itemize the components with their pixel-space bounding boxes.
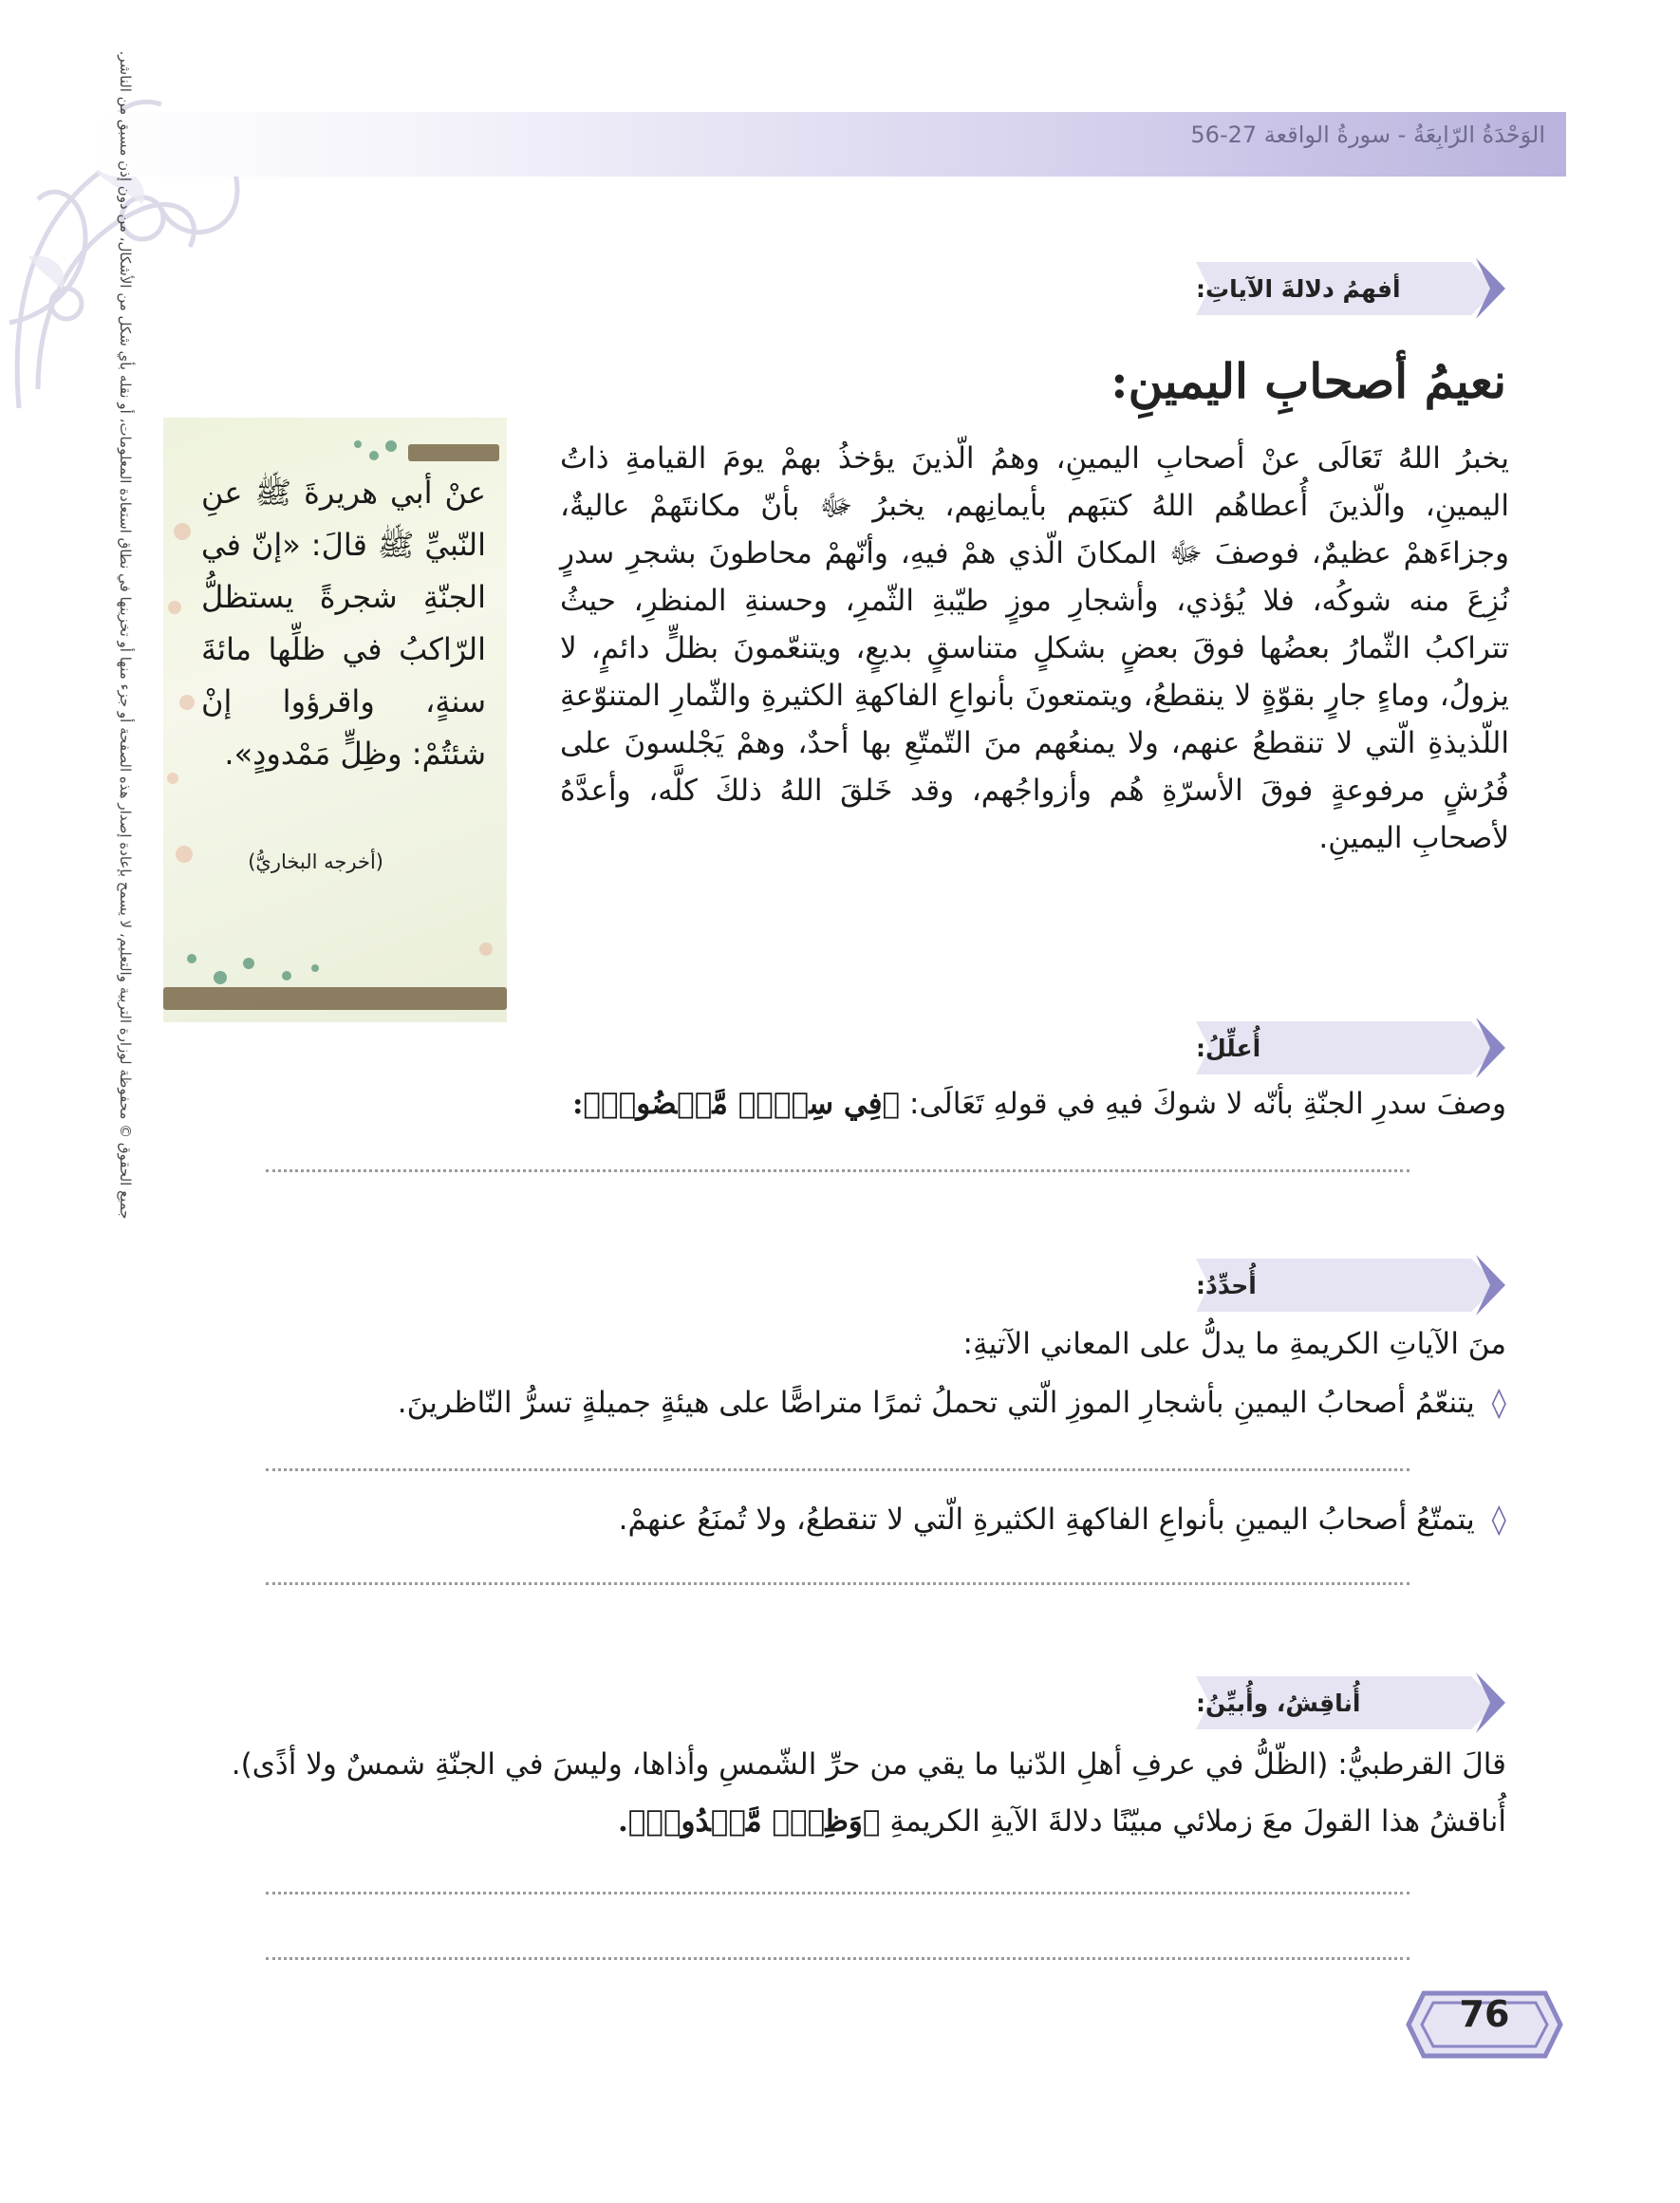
page-number: 76 (1459, 1993, 1510, 2035)
identify-item-text: يتنعّمُ أصحابُ اليمينِ بأشجارِ الموزِ الّتي تحملُ ثمرًا متراصًّا على هيئةٍ جميلةٍ تسرُّ النّاظرينَ. (397, 1386, 1475, 1420)
diamond-bullet-icon: ◊ (1491, 1503, 1506, 1537)
answer-line[interactable] (266, 1468, 1409, 1471)
unit-title: الوَحْدَةُ الرّابِعَةُ - سورةُ الواقعة 27-56 (1190, 121, 1545, 148)
copyright-notice: جميع الحقوق © محفوظة لوزارة التربية والتعليم، لا يسمح بإعادة إصدار هذه الصفحة أو جزء منها أو تخزينها في نطاق استعادة المعلومات، أو نقله بأي شكل من الأشكال، من دون إذن مسبق من الناشر. (117, 50, 134, 1220)
identify-item-text: يتمتّعُ أصحابُ اليمينِ بأنواعِ الفاكهةِ الكثيرةِ الّتي لا تنقطعُ، ولا تُمنَعُ عنهمْ. (618, 1503, 1475, 1537)
section-tab-discuss (1196, 1669, 1509, 1737)
diamond-bullet-icon: ◊ (1491, 1386, 1506, 1420)
answer-line[interactable] (266, 1169, 1409, 1172)
justify-question (572, 1082, 1506, 1126)
quran-verse: ﴿وَظِلّٖ مَّمۡدُودٖ﴾. (617, 1804, 881, 1839)
quran-verse: ﴿فِي سِدۡرٖ مَّخۡضُودٖ﴾: (571, 1087, 901, 1121)
answer-line[interactable] (266, 1582, 1409, 1585)
section-label: أُناقِشُ، وأُبيِّنُ: (1196, 1689, 1361, 1717)
page-title: نعيمُ أصحابِ اليمينِ: (1111, 353, 1506, 409)
discuss-task (618, 1800, 1506, 1843)
hadith-text: عنْ أبي هريرةَ ﷺ عنِ النّبيِّ ﷺ قالَ: «إنّ في الجنّةِ شجرةً يستظلُّ الرّاكبُ في ظلِّها مائةَ سنةٍ، واقرؤوا إنْ شئتُمْ: وظِلٍّ مَمْدودٍ». (201, 475, 486, 772)
section-tab-justify (1196, 1014, 1509, 1082)
identify-intro: منَ الآياتِ الكريمةِ ما يدلُّ على المعاني الآتيةِ: (962, 1327, 1506, 1361)
section-label: أُعلِّلُ: (1196, 1034, 1261, 1062)
justify-question-text: وصفَ سدرِ الجنّةِ بأنّه لا شوكَ فيهِ في قولهِ تَعَالَى: (909, 1087, 1506, 1121)
section-tab-identify (1196, 1251, 1509, 1319)
discuss-quote: قالَ القرطبيُّ: (الظّلُّ في عرفِ أهلِ الدّنيا ما يقي من حرِّ الشّمسِ وأذاها، وليسَ في الجنّةِ شمسٌ ولا أذًى). (231, 1747, 1506, 1782)
main-paragraph: يخبرُ اللهُ تَعَالَى عنْ أصحابِ اليمينِ، وهمُ الّذينَ يؤخذُ بهمْ يومَ القيامةِ ذاتُ اليمينِ، والّذينَ أُعطاهُم اللهُ كتبَهم بأيمانِهم، يخبرُ ﷻ بأنّ مكانتَهمْ عاليةٌ، وجزاءَهمْ عظيمٌ، فوصفَ ﷻ المكانَ الّذي همْ فيهِ، وأنّهمْ محاطونَ بشجرِ سدرٍ نُزِعَ منه شوكُه، فلا يُؤذي، وأشجارِ موزٍ طيّبةِ الثّمرِ، وحسنةِ المنظرِ، حيثُ تتراكبُ الثّمارُ بعضُها فوقَ بعضٍ بشكلٍ متناسقٍ بديعٍ، ويتنعّمونَ بظلٍّ دائمٍ، لا يزولُ، وماءٍ جارٍ بقوّةٍ لا ينقطعُ، ويتمتعونَ بأنواعِ الفاكهةِ الكثيرةِ والثّمارِ المتنوّعةِ اللّذيذةِ الّتي لا تنقطعُ عنهم، ولا يمنعُهم منَ التّمتّعِ بها أحدٌ، وهمْ يَجْلسونَ على فُرُشٍ مرفوعةٍ فوقَ الأسرّةِ هُم وأزواجُهم، وقد خَلقَ اللهُ ذلكَ كلَّه، وأعدَّهُ لأصحابِ اليمينِ. (560, 441, 1509, 855)
section-tab-understand (1196, 254, 1509, 323)
identify-item (398, 1381, 1506, 1425)
hadith-box (163, 418, 507, 1022)
section-label: أُحدِّدُ: (1196, 1271, 1257, 1299)
hadith-source: (أخرجه البخاريُّ) (248, 850, 383, 873)
section-label: أفهمُ دلالةَ الآياتِ: (1196, 274, 1401, 303)
discuss-task-text: أُناقشُ هذا القولَ معَ زملائي مبيّنًا دلالةَ الآيةِ الكريمةِ (889, 1804, 1506, 1839)
answer-line[interactable] (266, 1957, 1409, 1960)
answer-line[interactable] (266, 1892, 1409, 1895)
identify-item (619, 1498, 1506, 1541)
